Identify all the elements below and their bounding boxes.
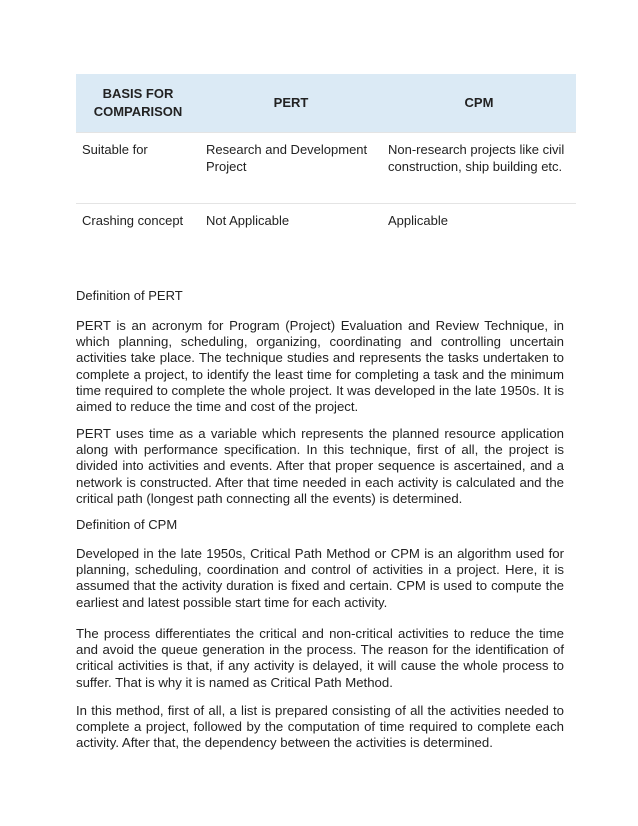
- cell-pert: Research and Development Project: [200, 133, 382, 204]
- table-header-row: [76, 74, 576, 133]
- cpm-heading: Definition of CPM: [76, 517, 178, 532]
- header-cpm: CPM: [382, 74, 576, 133]
- cell-cpm: Non-research projects like civil construction, ship building etc.: [382, 133, 576, 204]
- pert-paragraph: PERT uses time as a variable which represents the planned resource application along with performance specification. In this technique, first of all, the project is divided into activities and events. After that proper sequence is ascertained, and a network is constructed. After that time needed in each activity is calculated and the critical path (longest path connecting all the events) is determined.: [76, 426, 564, 506]
- cell-cpm: Applicable: [382, 204, 576, 243]
- table-row: [76, 133, 576, 204]
- cpm-paragraph: The process differentiates the critical and non-critical activities to reduce the time and avoid the queue generation in the process. The reason for the identification of critical activities is that, if any activity is delayed, it will cause the whole process to suffer. That is why it is named as Critical Path Method.: [76, 626, 564, 690]
- cpm-paragraph: In this method, first of all, a list is prepared consisting of all the activities needed to complete a project, followed by the computation of time required to complete each activity. After that, the dependency between the activities is determined.: [76, 703, 564, 751]
- cell-pert: Not Applicable: [200, 204, 382, 243]
- header-basis: BASIS FOR COMPARISON: [76, 74, 200, 133]
- table-row: [76, 204, 576, 243]
- pert-paragraph: PERT is an acronym for Program (Project) Evaluation and Review Technique, in which planning, scheduling, organizing, coordinating and controlling uncertain activities take place. The technique studies and represents the tasks undertaken to complete a project, to identify the least time for completing a task and the minimum time required to complete the whole project. It was developed in the late 1950s. It is aimed to reduce the time and cost of the project.: [76, 318, 564, 415]
- header-pert: PERT: [200, 74, 382, 133]
- comparison-table: [76, 74, 576, 242]
- cpm-paragraph: Developed in the late 1950s, Critical Path Method or CPM is an algorithm used for planning, scheduling, coordination and control of activities in a project. Here, it is assumed that the activity duration is fixed and certain. CPM is used to compute the earliest and latest possible start time for each activity.: [76, 546, 564, 610]
- pert-heading: Definition of PERT: [76, 288, 183, 303]
- cell-basis: Crashing concept: [76, 204, 200, 243]
- cell-basis: Suitable for: [76, 133, 200, 204]
